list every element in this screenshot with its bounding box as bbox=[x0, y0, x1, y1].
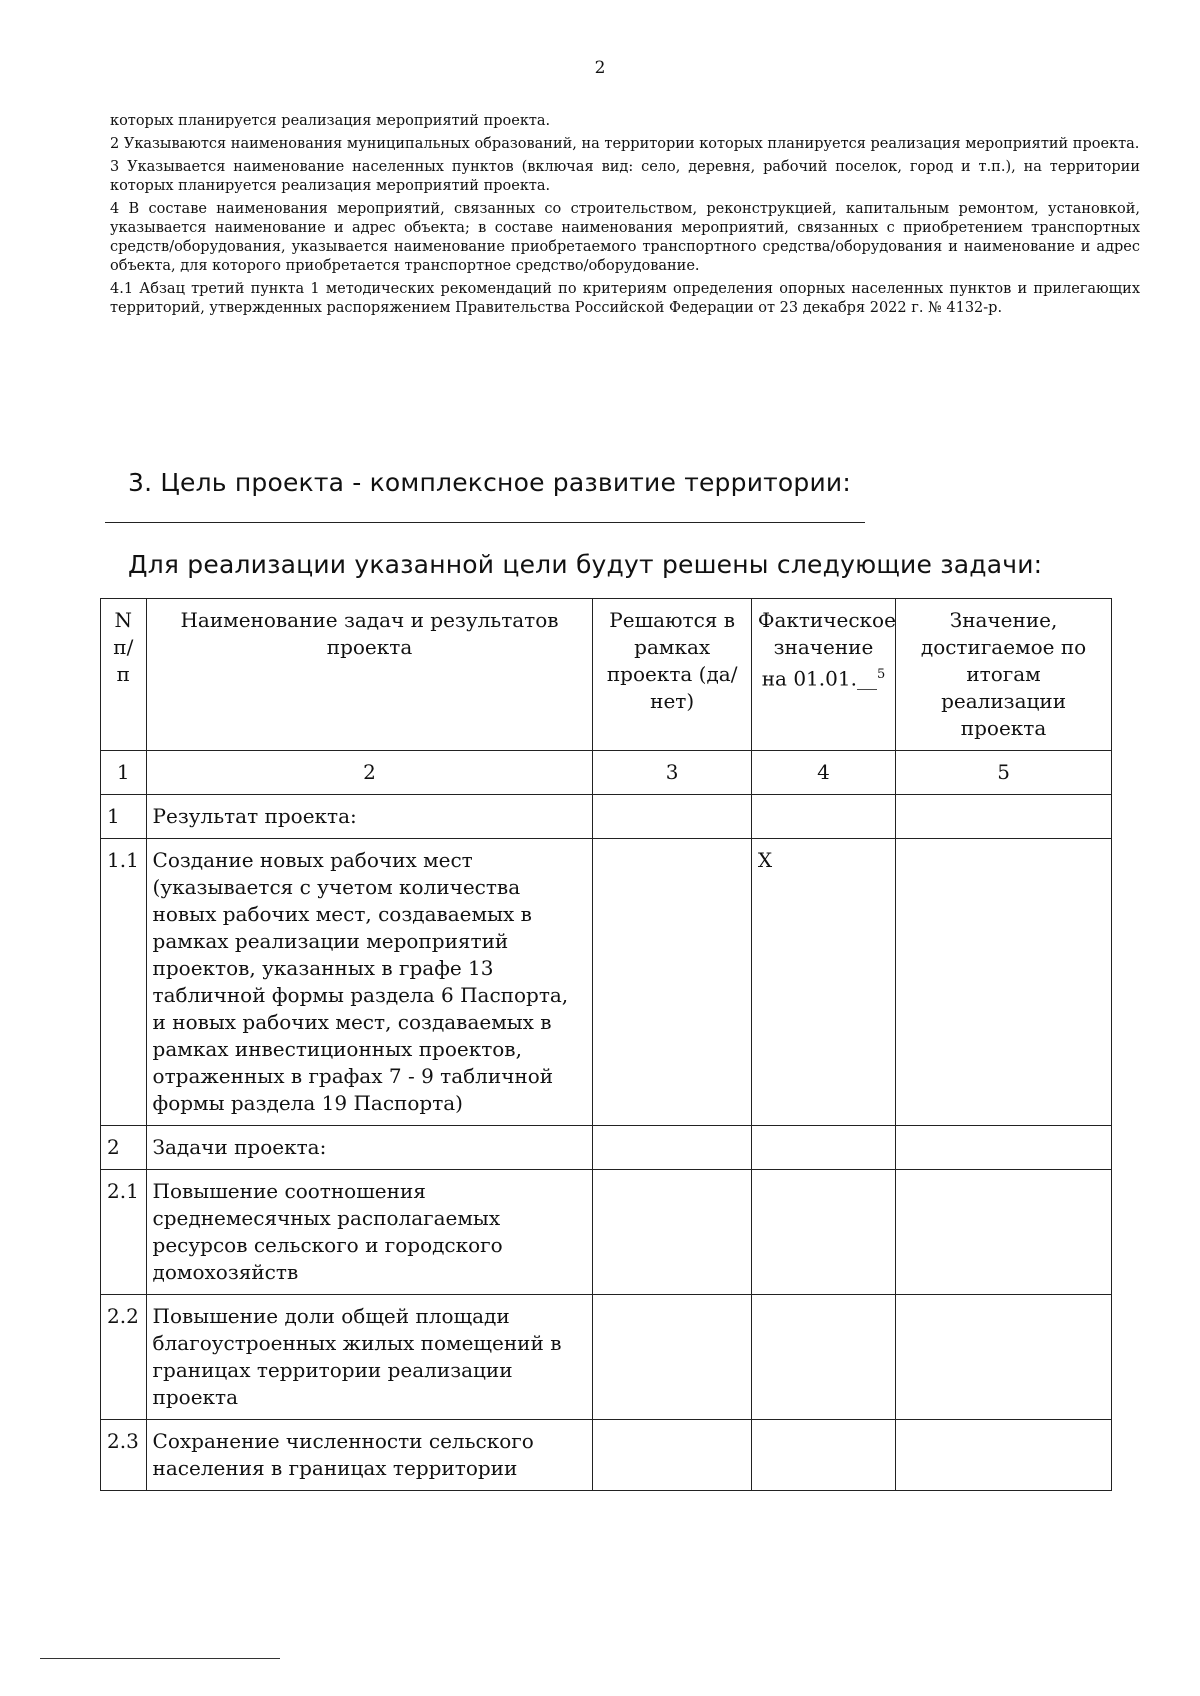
row-target bbox=[896, 1170, 1112, 1295]
row-target bbox=[896, 1420, 1112, 1491]
footnote-ref-5: 5 bbox=[876, 667, 886, 682]
header-actual-value-label: Фактическое значение на 01.01.__ bbox=[757, 608, 896, 691]
row-target bbox=[896, 1126, 1112, 1170]
row-name: Результат проекта: bbox=[146, 795, 593, 839]
row-target bbox=[896, 839, 1112, 1126]
footnotes bbox=[110, 112, 1140, 322]
table-row bbox=[101, 1295, 1112, 1420]
table-row bbox=[101, 1126, 1112, 1170]
column-number: 5 bbox=[896, 751, 1112, 795]
tasks-table bbox=[100, 598, 1112, 1491]
row-name: Создание новых рабочих мест (указывается с учетом количества новых рабочих мест, создаваемых в рамках реализации мероприятий проектов, указанных в графе 13 табличной формы раздела 6 Паспорта, и новых рабочих мест, создаваемых в рамках инвестиционных проектов, отраженных в графах 7 - 9 табличной формы раздела 19 Паспорта) bbox=[146, 839, 593, 1126]
footnote-4: 4 В составе наименования мероприятий, связанных со строительством, реконструкцией, капитальным ремонтом, установкой, указывается наименование и адрес объекта; в составе наименования мероприятий, связанных с приобретением транспортных средств/оборудования, указывается наименование приобретаемого транспортного средства/оборудования и наименование и адрес объекта, для которого приобретается транспортное средство/оборудование. bbox=[110, 201, 1140, 274]
footnote-2: 2 Указываются наименования муниципальных образований, на территории которых планируется реализация мероприятий проекта. bbox=[110, 136, 1140, 152]
column-number: 4 bbox=[751, 751, 895, 795]
row-number: 2.3 bbox=[101, 1420, 147, 1491]
row-actual bbox=[751, 1295, 895, 1420]
row-target bbox=[896, 795, 1112, 839]
table-column-numbers bbox=[101, 751, 1112, 795]
row-name: Сохранение численности сельского населения в границах территории bbox=[146, 1420, 593, 1491]
footnote-continuation: которых планируется реализация мероприятий проекта. bbox=[110, 113, 551, 129]
header-number: N п/п bbox=[101, 599, 147, 751]
header-solved-in-project: Решаются в рамках проекта (да/нет) bbox=[593, 599, 751, 751]
table-row bbox=[101, 795, 1112, 839]
row-number: 2.1 bbox=[101, 1170, 147, 1295]
row-actual bbox=[751, 1420, 895, 1491]
page-number: 2 bbox=[594, 58, 606, 78]
footer-rule bbox=[40, 1658, 280, 1659]
row-actual bbox=[751, 795, 895, 839]
table-row bbox=[101, 1420, 1112, 1491]
table-row bbox=[101, 839, 1112, 1126]
header-target-value: Значение, достигаемое по итогам реализации проекта bbox=[896, 599, 1112, 751]
footnote-4-1: 4.1 Абзац третий пункта 1 методических рекомендаций по критериям определения опорных населенных пунктов и прилегающих территорий, утвержденных распоряжением Правительства Российской Федерации от 23 декабря 2022 г. № 4132-р. bbox=[110, 281, 1140, 316]
heading-underline bbox=[105, 522, 865, 523]
table-row bbox=[101, 1170, 1112, 1295]
row-target bbox=[896, 1295, 1112, 1420]
footnote-3: 3 Указывается наименование населенных пунктов (включая вид: село, деревня, рабочий поселок, город и т.п.), на территории которых планируется реализация мероприятий проекта. bbox=[110, 159, 1140, 194]
row-actual bbox=[751, 1170, 895, 1295]
header-actual-value bbox=[751, 599, 895, 751]
row-solved bbox=[593, 1295, 751, 1420]
row-solved bbox=[593, 795, 751, 839]
section-heading: 3. Цель проекта - комплексное развитие территории: bbox=[128, 468, 851, 497]
row-number: 2.2 bbox=[101, 1295, 147, 1420]
tasks-intro: Для реализации указанной цели будут решены следующие задачи: bbox=[128, 550, 1043, 579]
row-actual bbox=[751, 1126, 895, 1170]
column-number: 1 bbox=[101, 751, 147, 795]
column-number: 3 bbox=[593, 751, 751, 795]
row-solved bbox=[593, 1420, 751, 1491]
row-name: Повышение соотношения среднемесячных располагаемых ресурсов сельского и городского домохозяйств bbox=[146, 1170, 593, 1295]
row-name: Задачи проекта: bbox=[146, 1126, 593, 1170]
column-number: 2 bbox=[146, 751, 593, 795]
row-solved bbox=[593, 839, 751, 1126]
row-name: Повышение доли общей площади благоустроенных жилых помещений в границах территории реализации проекта bbox=[146, 1295, 593, 1420]
row-number: 2 bbox=[101, 1126, 147, 1170]
row-solved bbox=[593, 1126, 751, 1170]
row-number: 1.1 bbox=[101, 839, 147, 1126]
row-solved bbox=[593, 1170, 751, 1295]
row-actual: X bbox=[751, 839, 895, 1126]
row-number: 1 bbox=[101, 795, 147, 839]
header-task-name: Наименование задач и результатов проекта bbox=[146, 599, 593, 751]
table-header-row bbox=[101, 599, 1112, 751]
